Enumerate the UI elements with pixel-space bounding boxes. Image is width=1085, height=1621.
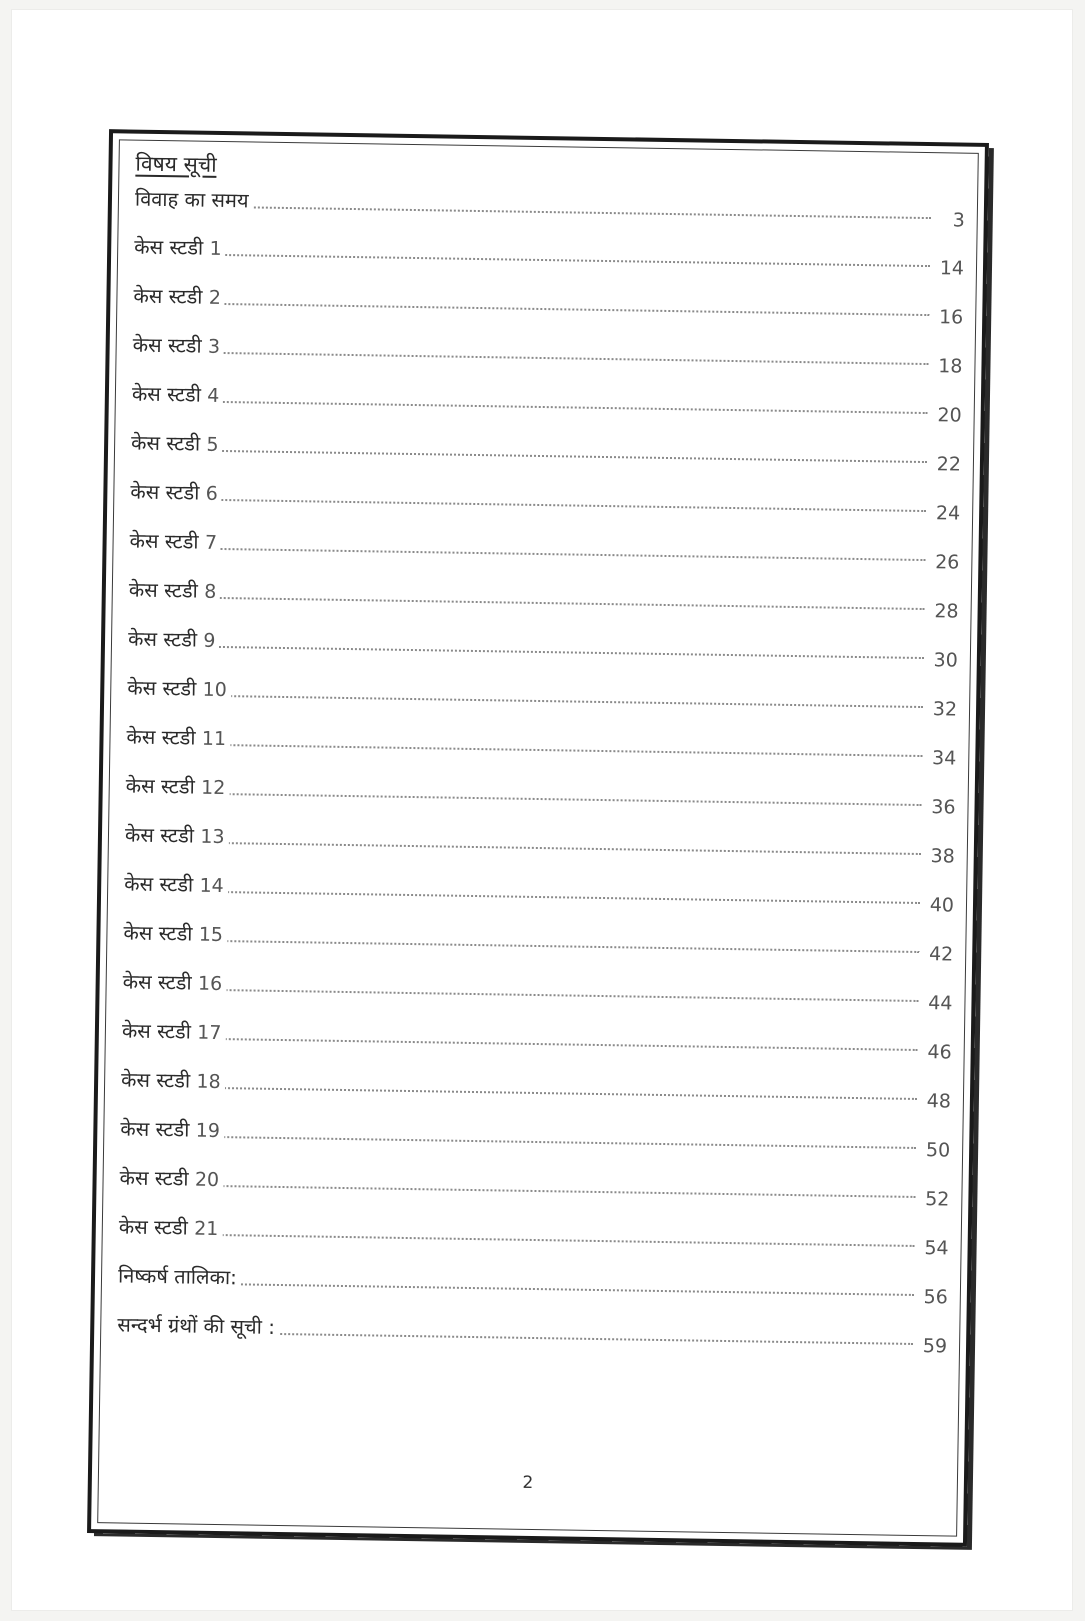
toc-entry-title xyxy=(132,378,224,412)
toc-entry-title xyxy=(133,280,225,314)
toc-dot-leader xyxy=(139,1233,915,1247)
toc-entry-title xyxy=(132,329,224,363)
toc-entry-title-text: केस स्टडी xyxy=(131,381,202,407)
toc-entry-title xyxy=(117,1308,279,1343)
toc-entry-page: 54 xyxy=(921,1233,949,1263)
toc-entry-title xyxy=(131,427,223,461)
toc-entry-title xyxy=(124,868,228,903)
toc-dot-leader xyxy=(140,1135,916,1149)
toc-heading: विषय सूची xyxy=(135,151,217,177)
toc-entry-title xyxy=(126,721,230,756)
toc-entry-number: 15 xyxy=(198,923,224,947)
toc-entry-number: 18 xyxy=(196,1070,221,1094)
toc-entry-title-text: केस स्टडी xyxy=(128,577,199,603)
toc-entry-title-text: सन्दर्भ ग्रंथों की सूची : xyxy=(117,1312,276,1339)
toc-dot-leader xyxy=(138,1282,914,1296)
toc-entry-title xyxy=(134,231,226,265)
toc-dot-leader xyxy=(144,890,920,904)
toc-entry-title xyxy=(119,1210,223,1245)
toc-entry-title xyxy=(125,819,229,854)
toc-entry-title xyxy=(119,1161,223,1196)
toc-entry-title-text: केस स्टडी xyxy=(132,332,202,358)
toc-entry-page: 20 xyxy=(934,400,962,430)
toc-entry-title-text: केस स्टडी xyxy=(127,626,198,652)
toc-entry-number: 3 xyxy=(207,335,221,358)
toc-entry-title xyxy=(120,1112,224,1147)
toc-dot-leader xyxy=(149,547,925,561)
toc-entry-title-text: निष्कर्ष तालिका: xyxy=(117,1263,238,1290)
toc-entry-title-text: केस स्टडी xyxy=(130,479,200,505)
toc-entry-title xyxy=(129,525,221,559)
toc-entry-page: 16 xyxy=(936,302,964,332)
toc-entry-page: 3 xyxy=(949,205,965,235)
toc-dot-leader xyxy=(150,498,926,512)
toc-entry-title-text: केस स्टडी xyxy=(126,724,196,750)
toc-entry-number: 16 xyxy=(197,972,223,996)
toc-entry-title-text: केस स्टडी xyxy=(130,430,201,456)
toc-entry-title-text: केस स्टडी xyxy=(120,1067,191,1093)
toc-dot-leader xyxy=(153,351,929,365)
toc-entry-number: 6 xyxy=(205,482,218,505)
toc-entry-number: 5 xyxy=(206,433,219,456)
toc-entry-page: 44 xyxy=(925,988,953,1018)
page-number: 2 xyxy=(522,1472,534,1494)
toc-entry-page: 50 xyxy=(923,1135,951,1165)
toc-entry-page: 18 xyxy=(935,351,963,381)
toc-entry-number: 11 xyxy=(201,727,227,751)
toc-list xyxy=(117,183,965,1371)
toc-entry-number: 14 xyxy=(199,874,224,898)
toc-entry-title-text: केस स्टडी xyxy=(124,822,195,848)
toc-entry-title xyxy=(130,476,222,510)
toc-entry-title xyxy=(129,574,221,608)
toc-entry-title xyxy=(122,965,226,1000)
toc-dot-leader xyxy=(143,988,919,1002)
toc-entry-page: 24 xyxy=(933,498,961,528)
toc-entry-page: 52 xyxy=(922,1184,950,1214)
toc-entry-title-text: केस स्टडी xyxy=(125,773,195,799)
toc-entry-page: 32 xyxy=(930,694,958,724)
toc-dot-leader xyxy=(148,645,924,659)
toc-entry-page: 56 xyxy=(920,1282,948,1312)
toc-entry-title xyxy=(121,1063,225,1098)
toc-entry-title xyxy=(122,1014,226,1049)
toc-entry-number: 8 xyxy=(203,580,217,603)
toc-entry-number: 2 xyxy=(208,286,222,309)
toc-entry-number: 1 xyxy=(209,237,222,260)
toc-entry-title-text: केस स्टडी xyxy=(123,920,193,946)
toc-entry-title-text: केस स्टडी xyxy=(122,969,192,995)
toc-dot-leader xyxy=(141,1086,917,1100)
toc-dot-leader xyxy=(155,205,931,219)
toc-entry-title xyxy=(123,917,227,952)
page-border-frame xyxy=(87,129,989,1547)
toc-entry-page: 22 xyxy=(933,449,961,479)
toc-entry-title-text: केस स्टडी xyxy=(133,283,203,309)
toc-entry-page: 14 xyxy=(937,253,965,283)
toc-entry-title-text: केस स्टडी xyxy=(119,1165,189,1191)
toc-entry-title xyxy=(126,770,230,805)
toc-dot-leader xyxy=(139,1184,915,1198)
toc-entry-number: 17 xyxy=(197,1021,222,1045)
toc-entry-title xyxy=(128,623,220,657)
toc-dot-leader xyxy=(153,302,929,316)
toc-entry-page: 34 xyxy=(929,743,957,773)
toc-entry-page: 42 xyxy=(926,939,954,969)
toc-entry-page: 38 xyxy=(927,841,955,871)
document-page xyxy=(12,10,1072,1610)
toc-entry-number: 19 xyxy=(195,1119,221,1143)
toc-entry-number: 20 xyxy=(194,1168,220,1192)
toc-dot-leader xyxy=(146,792,922,806)
toc-entry-number: 21 xyxy=(193,1217,219,1241)
toc-dot-leader xyxy=(142,1037,918,1051)
toc-entry-title-text: केस स्टडी xyxy=(127,675,197,701)
toc-entry-number: 12 xyxy=(200,776,226,800)
toc-dot-leader xyxy=(143,939,919,953)
toc-entry-title-text: केस स्टडी xyxy=(118,1214,189,1240)
toc-entry-number: 9 xyxy=(203,629,216,652)
toc-dot-leader xyxy=(152,400,928,414)
toc-dot-leader xyxy=(146,743,922,757)
toc-entry-page: 40 xyxy=(927,890,955,920)
toc-entry-number: 10 xyxy=(202,678,227,702)
toc-dot-leader xyxy=(149,596,925,610)
toc-entry-title xyxy=(135,183,253,217)
toc-entry-page: 46 xyxy=(924,1037,952,1067)
toc-entry-page: 28 xyxy=(931,596,959,626)
toc-entry-title-text: केस स्टडी xyxy=(129,528,199,554)
toc-dot-leader xyxy=(147,694,923,708)
toc-entry-title-text: केस स्टडी xyxy=(134,234,204,260)
toc-dot-leader xyxy=(151,449,927,463)
toc-entry-title-text: केस स्टडी xyxy=(121,1018,192,1044)
toc-entry-number: 13 xyxy=(200,825,225,849)
toc-entry-title xyxy=(118,1259,241,1293)
page-border-inner xyxy=(97,139,979,1536)
toc-dot-leader xyxy=(145,841,921,855)
toc-entry-number: 4 xyxy=(207,384,220,407)
toc-entry-number: 7 xyxy=(204,531,218,554)
toc-entry-title xyxy=(127,672,231,707)
toc-entry-page: 26 xyxy=(932,547,960,577)
toc-entry-title-text: केस स्टडी xyxy=(124,871,194,897)
toc-entry-page: 59 xyxy=(920,1331,948,1361)
toc-entry-page: 30 xyxy=(930,645,958,675)
toc-dot-leader xyxy=(154,253,930,267)
toc-entry-page: 36 xyxy=(928,792,956,822)
toc-entry-page: 48 xyxy=(923,1086,951,1116)
toc-entry-title-text: विवाह का समय xyxy=(134,186,249,213)
table-of-contents xyxy=(117,149,966,1371)
toc-entry-title-text: केस स्टडी xyxy=(120,1116,190,1142)
